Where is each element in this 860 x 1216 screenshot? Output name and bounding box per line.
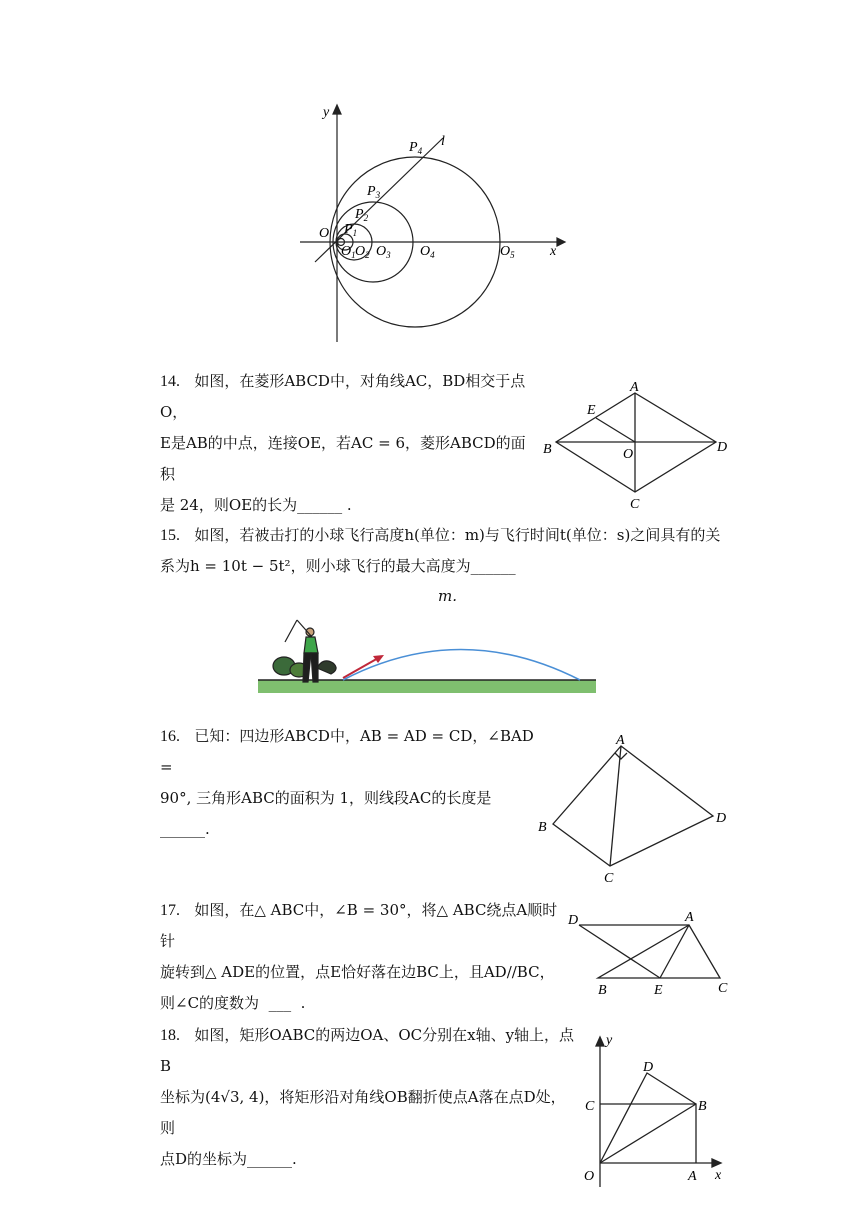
q18-line-2: 坐标为(4√3, 4)，将矩形沿对角线OB翻折使点A落在点D处，则 (160, 1088, 566, 1137)
y-arrow (333, 105, 341, 114)
rhombus-label-a: A (630, 380, 639, 395)
ball-trajectory (343, 650, 580, 681)
quad-label-a: A (616, 733, 625, 748)
figure-rectangle-fold (580, 1032, 730, 1192)
rot-label-e: E (654, 983, 663, 998)
segment-oe (596, 418, 635, 442)
fold-label-d: D (643, 1060, 654, 1075)
question-14 (160, 366, 540, 521)
fold-label-a: A (688, 1169, 697, 1184)
fold-label-b: B (698, 1099, 707, 1114)
segment-ac (610, 746, 621, 866)
rhombus-label-e: E (587, 403, 596, 418)
grass (258, 680, 596, 693)
segment-de (579, 925, 660, 978)
label-l: l (441, 134, 445, 149)
label-o4: $O_4$ (420, 244, 435, 260)
question-15 (160, 520, 740, 582)
q18-line-1: 18. 如图，矩形OABC的两边OA、OC分别在x轴、y轴上，点B (160, 1026, 575, 1075)
rhombus-label-c: C (630, 497, 640, 512)
rhombus-label-b: B (543, 442, 552, 457)
x-arrow (712, 1159, 721, 1167)
q14-line-2: E是AB的中点，连接OE，若AC = 6，菱形ABCD的面积 (160, 434, 526, 483)
q18-line-3: 点D的坐标为______. (160, 1150, 297, 1168)
q15-unit: m. (438, 587, 457, 605)
label-x: x (550, 244, 557, 259)
fold-label-y: y (606, 1033, 613, 1048)
question-18 (160, 1020, 575, 1175)
rhombus-label-o: O (623, 447, 634, 462)
q14-line-3: 是 24，则OE的长为______ . (160, 496, 352, 514)
arrow-shaft (343, 657, 380, 678)
q15-line-2: 系为h = 10t − 5t²，则小球飞行的最大高度为______ (160, 557, 516, 575)
q15-line-1: 15. 如图，若被击打的小球飞行高度h(单位：m)与飞行时间t(单位：s)之间具有的关 (160, 526, 721, 544)
figure-circles (295, 100, 570, 345)
figure-rotation (562, 905, 742, 1000)
rot-label-a: A (685, 910, 694, 925)
rot-label-d: D (568, 913, 579, 928)
label-p1: $P_1$ (344, 222, 358, 238)
q17-line-1: 17. 如图，在△ ABC中，∠B = 30°，将△ ABC绕点A顺时针 (160, 901, 558, 950)
quad-label-b: B (538, 820, 547, 835)
q17-line-2: 旋转到△ ADE的位置，点E恰好落在边BC上，且AD//BC， (160, 963, 555, 981)
right-angle-mark (615, 753, 627, 759)
label-origin: O (319, 226, 330, 241)
quad-abcd (553, 746, 713, 866)
rot-label-c: C (718, 981, 728, 996)
figure-rhombus (540, 375, 740, 515)
y-arrow (596, 1037, 604, 1046)
label-o1: $O_1$ (341, 244, 356, 260)
label-o5: $O_5$ (500, 244, 515, 260)
q16-line-2: 90°, 三角形ABC的面积为 1，则线段AC的长度是______. (160, 789, 492, 838)
label-o2: $O_2$ (355, 244, 370, 260)
figure-golf (255, 612, 600, 697)
triangle-abc (598, 925, 720, 978)
quad-label-c: C (604, 871, 614, 886)
q14-line-1: 14. 如图，在菱形ABCD中，对角线AC，BD相交于点O， (160, 372, 526, 421)
rhombus-label-d: D (717, 440, 728, 455)
quad-label-d: D (716, 811, 727, 826)
fold-label-c: C (585, 1099, 595, 1114)
label-p4: $P_4$ (409, 140, 423, 156)
fold-label-o: O (584, 1169, 595, 1184)
label-p2: $P_2$ (355, 207, 369, 223)
q16-line-1: 16. 已知：四边形ABCD中，AB = AD = CD，∠BAD = (160, 727, 534, 776)
label-y: y (323, 105, 330, 120)
diagonal-ob (600, 1104, 696, 1163)
rot-label-b: B (598, 983, 607, 998)
golfer (273, 620, 336, 682)
label-o3: $O_3$ (376, 244, 391, 260)
question-16 (160, 721, 540, 845)
q17-line-3: 则∠C的度数为 ___ . (160, 994, 306, 1012)
figure-quadrilateral (535, 730, 735, 890)
question-17 (160, 895, 570, 1019)
x-arrow (557, 238, 565, 246)
fold-label-x: x (715, 1168, 722, 1183)
label-p3: $P_3$ (367, 184, 381, 200)
folded-triangle (600, 1073, 696, 1163)
